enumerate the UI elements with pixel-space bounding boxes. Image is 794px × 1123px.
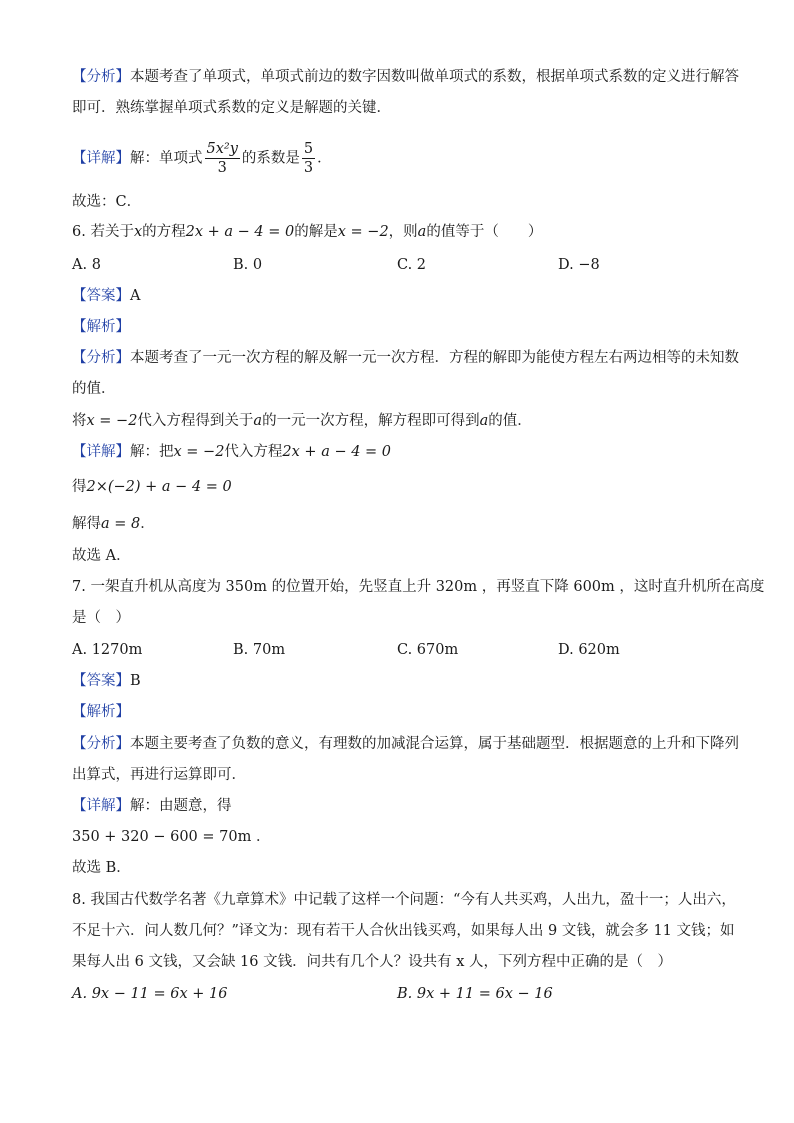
- q7-stem-line1: 7. 一架直升机从高度为 350m 的位置开始，先竖直上升 320m ，再竖直下降 600m ，这时直升机所在高度: [72, 579, 765, 595]
- q7-option-b: B. 70m: [233, 642, 286, 658]
- q6-step2: 解得a = 8．: [72, 516, 155, 532]
- q5-analysis-line1: [72, 67, 739, 87]
- q6-analysis-line1: 【分析】本题考查了一元一次方程的解及解一元一次方程．方程的解即为能使方程左右两边相等的未知数: [72, 350, 739, 366]
- detail-tag: 【详解】: [72, 150, 130, 167]
- q6-detail-line: 【详解】解：把x = −2代入方程2x + a − 4 = 0: [72, 444, 392, 460]
- q7-analysis-line2: 出算式，再进行运算即可．: [72, 767, 246, 783]
- q7-analysis-line1: 【分析】本题主要考查了负数的意义，有理数的加减混合运算，属于基础题型．根据题意的上升和下降列: [72, 736, 739, 752]
- q6-option-d: D. −8: [558, 257, 600, 273]
- q5-choose: 故选：C．: [72, 194, 142, 210]
- q7-answer: 【答案】B: [72, 673, 141, 689]
- q6-option-c: C. 2: [397, 257, 427, 273]
- q7-calculation: 350 + 320 − 600 = 70m ．: [72, 829, 271, 845]
- q6-option-a: A. 8: [72, 257, 101, 273]
- q7-choose: 故选 B．: [72, 860, 131, 876]
- fraction-monomial: $\frac{\text{5x²y}}{3}$: [206, 141, 238, 176]
- q8-stem-line2: 不足十六．问人数几何？”译文为：现有若干人合伙出钱买鸡，如果每人出 9 文钱，就会多 11 文钱；如: [72, 923, 735, 939]
- fraction-coefficient: $\frac{5}{3}$: [303, 141, 314, 176]
- q7-stem-line2: 是（ ）: [72, 610, 130, 626]
- q6-jiexi-tag: 【解析】: [72, 319, 130, 335]
- analysis-text: 本题考查了单项式，单项式前边的数字因数叫做单项式的系数，根据单项式系数的定义进行解答: [130, 69, 739, 85]
- q6-stem: 6. 若关于x的方程2x + a − 4 = 0的解是x = −2，则a的值等于（ ）: [72, 224, 543, 240]
- q6-choose: 故选 A．: [72, 548, 131, 564]
- q6-analysis-line2: 的值．: [72, 381, 116, 397]
- q7-detail-line: 【详解】解：由题意，得: [72, 798, 232, 814]
- analysis-tag: 【分析】: [72, 69, 130, 85]
- q7-jiexi-tag: 【解析】: [72, 704, 130, 720]
- q6-analysis-line3: 将x = −2代入方程得到关于a的一元一次方程，解方程即可得到a的值．: [72, 413, 532, 429]
- q5-analysis-line2: 即可．熟练掌握单项式系数的定义是解题的关键．: [72, 100, 391, 116]
- q5-detail-line: 【详解】解：单项式 $\frac{\text{5x²y}}{3}$ 的系数是 $\frac{5}{3}$ ．: [72, 141, 332, 176]
- q6-answer: 【答案】A: [72, 288, 141, 304]
- q6-step1: 得2×(−2) + a − 4 = 0: [72, 479, 232, 495]
- q7-option-d: D. 620m: [558, 642, 620, 658]
- q8-option-b: B. 9x + 11 = 6x − 16: [397, 986, 553, 1002]
- q8-stem-line1: 8. 我国古代数学名著《九章算术》中记载了这样一个问题：“今有人共买鸡，人出九，盈十一；人出六，: [72, 892, 736, 908]
- q8-stem-line3: 果每人出 6 文钱，又会缺 16 文钱．问共有几个人？设共有 x 人，下列方程中正确的是（ ）: [72, 954, 673, 970]
- q6-option-b: B. 0: [233, 257, 263, 273]
- q7-option-a: A. 1270m: [72, 642, 143, 658]
- q8-option-a: A. 9x − 11 = 6x + 16: [72, 986, 228, 1002]
- q7-option-c: C. 670m: [397, 642, 459, 658]
